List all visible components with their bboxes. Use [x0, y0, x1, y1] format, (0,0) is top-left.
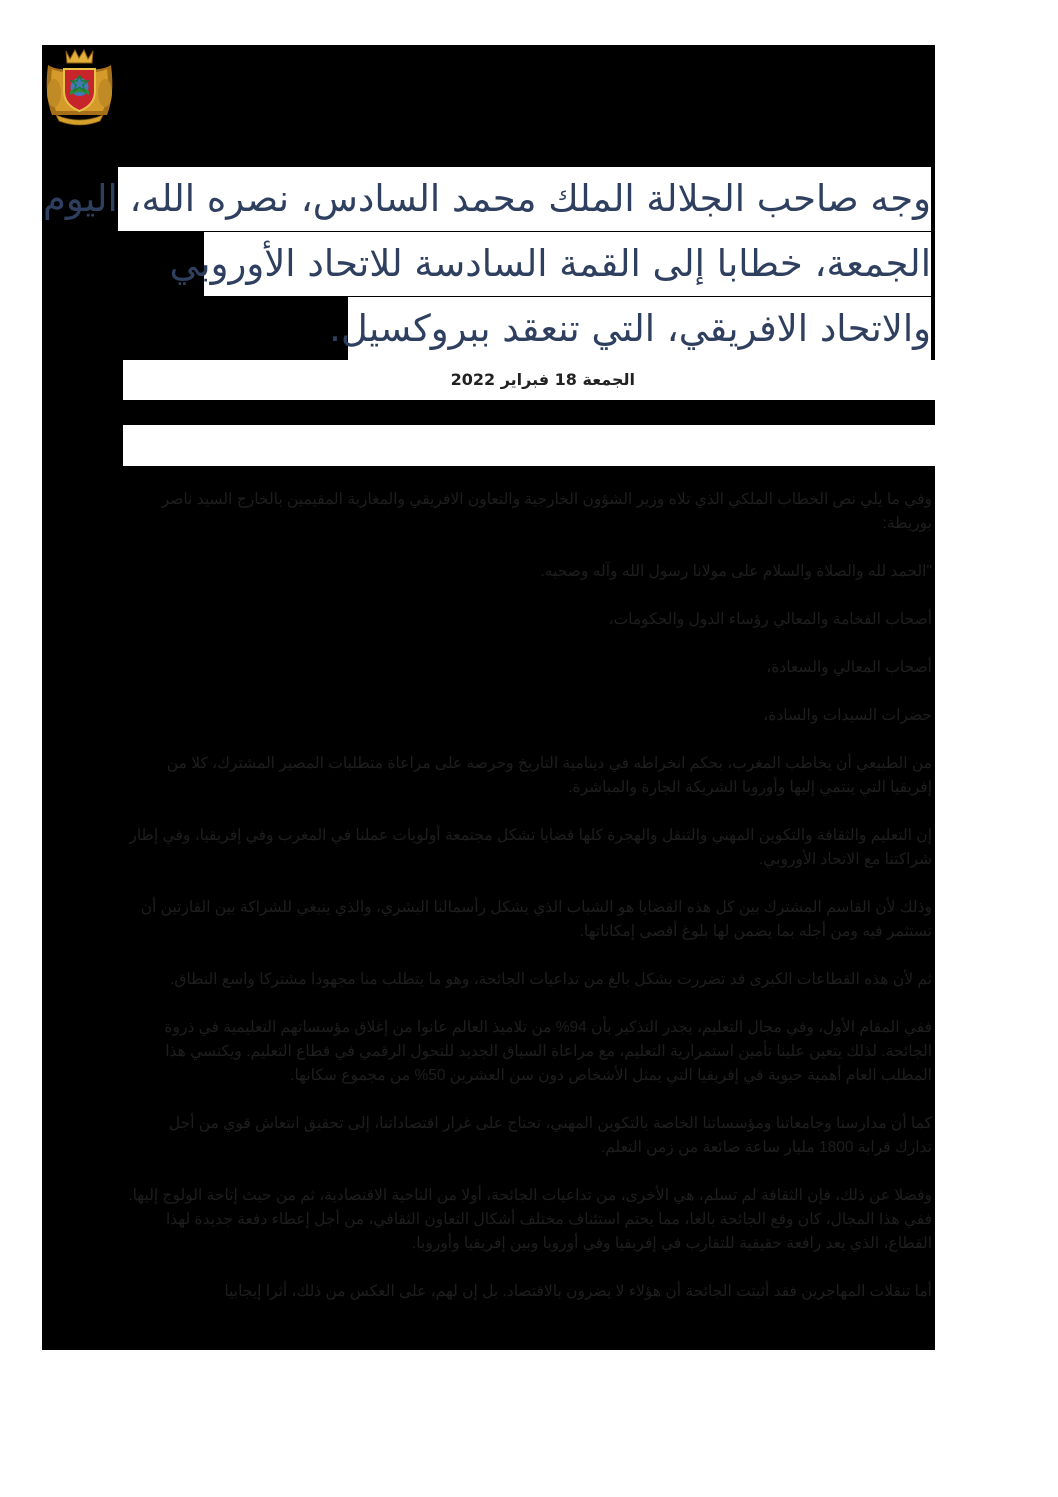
- paragraph: أما تنقلات المهاجرين فقد أثبتت الجائحة أن هؤلاء لا يضرون بالاقتصاد. بل إن لهم، على العكس من ذلك، أثرا إيجابيا: [224, 1283, 932, 1300]
- title-line-2: الجمعة، خطابا إلى القمة السادسة للاتحاد الأوروبي: [204, 232, 935, 296]
- paragraph: إن التعليم والثقافة والتكوين المهني والتنقل والهجرة كلها قضايا تشكل مجتمعة أولويات عملنا في المغرب وفي إفريقيا، وفي إطار شراكتنا مع الاتحاد الأوروبي.: [129, 827, 932, 868]
- paragraph: حضرات السيدات والسادة،: [763, 707, 932, 724]
- date-bar: [123, 360, 935, 400]
- paragraph: أصحاب المعالي والسعادة،: [766, 659, 932, 676]
- paragraph: أصحاب الفخامة والمعالي رؤساء الدول والحكومات،: [608, 611, 932, 628]
- paragraph: وفضلا عن ذلك، فإن الثقافة لم تسلم، هي الأخرى، من تداعيات الجائحة، أولا من الناحية الاقتصادية، ثم من حيث إتاحة الولوج إليها. ففي هذا المجال، كان وقع الجائحة بالغا، مما يحتم استئناف مختلف أشكال التعاون الثقافي، من أجل إعطاء دفعة جديدة لهذا القطاع، الذي يعد رافعة حقيقية للتقارب في إفريقيا وفي أوروبا وبين إفريقيا وأوروبا.: [128, 1187, 932, 1252]
- paragraph: من الطبيعي أن يخاطب المغرب، بحكم انخراطه في دينامية التاريخ وحرصه على مراعاة متطلبات المصير المشترك، كلا من إفريقيا التي ينتمي إليها وأوروبا الشريكة الجارة والمباشرة.: [166, 755, 932, 796]
- separator-strip: [123, 425, 935, 466]
- publication-date: الجمعة 18 فبراير 2022: [450, 370, 635, 389]
- paragraph: "الحمد لله والصلاة والسلام على مولانا رسول الله وآله وصحبه.: [540, 563, 932, 580]
- paragraph: وذلك لأن القاسم المشترك بين كل هذه القضايا هو الشباب الذي يشكل رأسمالنا البشري، والذي ينبغي للشراكة بين القارتين أن تستثمر فيه ومن أجله بما يضمن لها بلوغ أقصى إمكاناتها.: [140, 899, 932, 940]
- paragraph: كما أن مدارسنا وجامعاتنا ومؤسساتنا الخاصة بالتكوين المهني، تحتاج على غرار اقتصاداتنا، إلى تحقيق انتعاش قوي من أجل تدارك قرابة 1800 مليار ساعة ضائعة من زمن التعلم.: [168, 1115, 932, 1156]
- paragraph: وفي ما يلي نص الخطاب الملكي الذي تلاه وزير الشؤون الخارجية والتعاون الافريقي والمغاربة المقيمين بالخارج السيد ناصر بوريطة:: [161, 491, 932, 532]
- paragraph: ففي المقام الأول، وفي مجال التعليم، يجدر التذكير بأن 94% من تلاميذ العالم عانوا من إغلاق مؤسساتهم التعليمية في ذروة الجائحة. لذلك يتعين علينا تأمين استمرارية التعليم، مع مراعاة السياق الجديد للتحول الرقمي في قطاع التعليم. ويكتسي هذا المطلب العام أهمية حيوية في إفريقيا التي يمثل الأشخاص دون سن العشرين 50% من مجموع سكانها.: [164, 1019, 932, 1084]
- title-line-1: وجه صاحب الجلالة الملك محمد السادس، نصره الله، اليوم: [118, 167, 935, 231]
- title-line-3: والاتحاد الافريقي، التي تنعقد ببروكسيل.: [348, 297, 935, 361]
- speech-body: [128, 488, 932, 1328]
- moroccan-royal-coat-of-arms-icon: [42, 45, 117, 127]
- paragraph: ثم لأن هذه القطاعات الكبرى قد تضررت بشكل بالغ من تداعيات الجائحة، وهو ما يتطلب منا مجهودا مشتركا واسع النطاق.: [170, 971, 932, 988]
